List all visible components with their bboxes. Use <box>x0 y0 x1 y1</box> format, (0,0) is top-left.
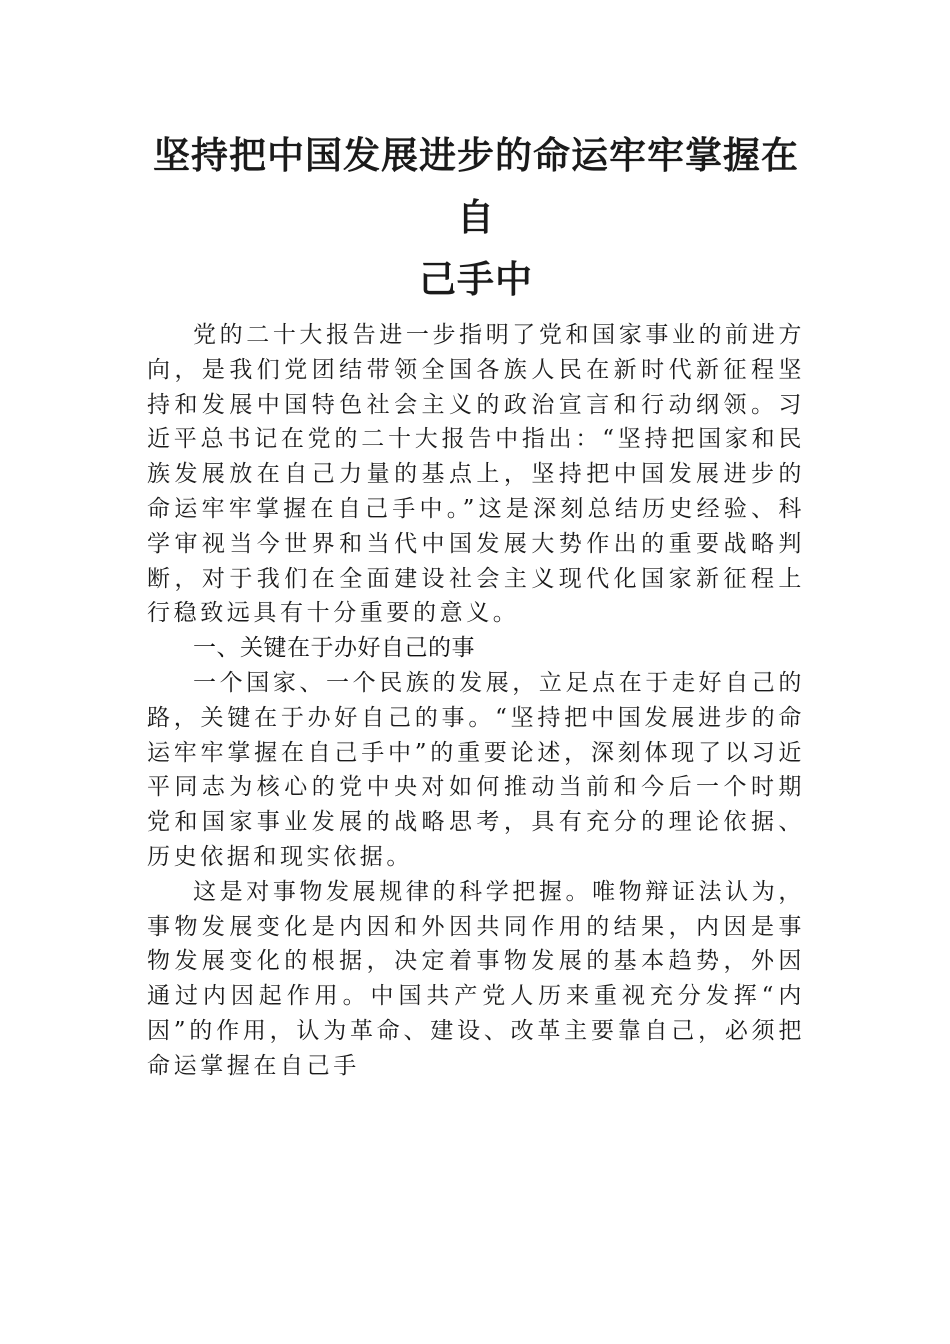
paragraph-section1-a: 一个国家、一个民族的发展，立足点在于走好自己的路，关键在于办好自己的事。“坚持把中国发展进步的命运牢牢掌握在自己手中”的重要论述，深刻体现了以习近平同志为核心的党中央对如何推动当前和今后一个时期党和国家事业发展的战略思考，具有充分的理论依据、历史依据和现实依据。 <box>147 669 805 870</box>
paragraph-intro: 党的二十大报告进一步指明了党和国家事业的前进方向，是我们党团结带领全国各族人民在新时代新征程坚持和发展中国特色社会主义的政治宣言和行动纲领。习近平总书记在党的二十大报告中指出：“坚持把国家和民族发展放在自己力量的基点上，坚持把中国发展进步的命运牢牢掌握在自己手中。”这是深刻总结历史经验、科学审视当今世界和当代中国发展大势作出的重要战略判断，对于我们在全面建设社会主义现代化国家新征程上行稳致远具有十分重要的意义。 <box>147 322 805 627</box>
title-line-2: 己手中 <box>419 257 533 301</box>
paragraph-section1-b: 这是对事物发展规律的科学把握。唯物辩证法认为，事物发展变化是内因和外因共同作用的结果，内因是事物发展变化的根据，决定着事物发展的基本趋势，外因通过内因起作用。中国共产党人历来重视充分发挥“内因”的作用，认为革命、建设、改革主要靠自己，必须把命运掌握在自己手 <box>147 878 805 1079</box>
section-heading-1: 一、关键在于办好自己的事 <box>193 635 475 662</box>
document-title <box>147 124 805 310</box>
title-line-1: 坚持把中国发展进步的命运牢牢掌握在自 <box>153 133 799 239</box>
document-page <box>147 124 805 1084</box>
